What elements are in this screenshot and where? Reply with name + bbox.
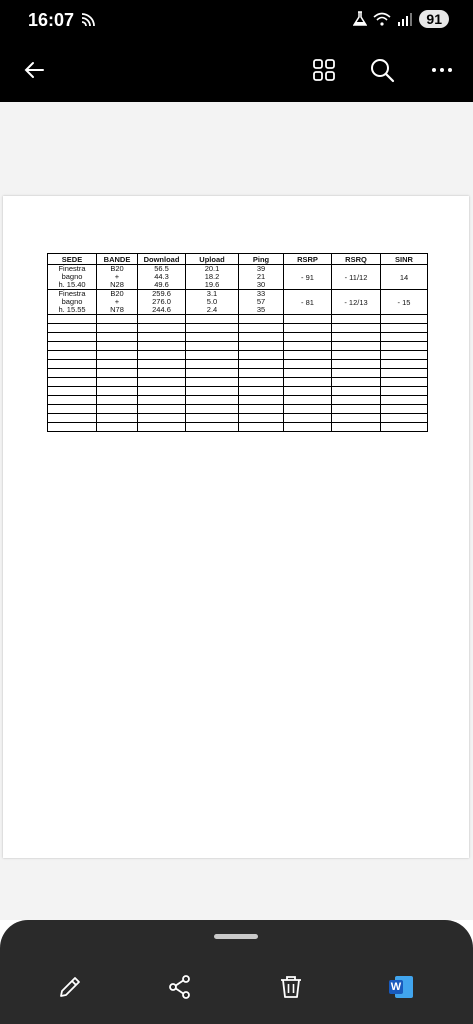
cell-bande: B20: [97, 265, 138, 274]
cell-sede: Finestra: [48, 265, 97, 274]
cast-icon: [80, 12, 96, 28]
empty-row: [48, 405, 428, 414]
cell-sede: bagno: [48, 273, 97, 281]
delete-button[interactable]: [274, 970, 308, 1004]
header-bande: BANDE: [97, 254, 138, 265]
search-icon: [369, 57, 395, 83]
cell-rsrp: - 81: [284, 290, 332, 315]
cell-rsrq: - 11/12: [332, 265, 381, 290]
empty-row: [48, 360, 428, 369]
cell-download: 276.0: [138, 298, 186, 306]
word-icon: W: [389, 976, 413, 998]
cell-bande: +: [97, 298, 138, 306]
cell-sede: Finestra: [48, 290, 97, 299]
grid-icon: [312, 58, 336, 82]
search-button[interactable]: [364, 52, 400, 88]
more-options-button[interactable]: [424, 52, 460, 88]
speedtest-table: [47, 253, 428, 432]
cell-upload: 2.4: [186, 306, 239, 315]
cell-bande: +: [97, 273, 138, 281]
empty-row: [48, 333, 428, 342]
back-arrow-icon: [22, 58, 46, 82]
empty-row: [48, 351, 428, 360]
empty-row: [48, 423, 428, 432]
flask-icon: [353, 11, 367, 27]
drag-handle[interactable]: [214, 934, 258, 939]
cell-sede: bagno: [48, 298, 97, 306]
cell-upload: 18.2: [186, 273, 239, 281]
table-row: [48, 290, 428, 299]
cell-rsrq: - 12/13: [332, 290, 381, 315]
cell-sede: h. 15.40: [48, 281, 97, 290]
pencil-icon: [57, 974, 83, 1000]
open-in-word-button[interactable]: [384, 970, 418, 1004]
header-upload: Upload: [186, 254, 239, 265]
header-sede: SEDE: [48, 254, 97, 265]
edit-button[interactable]: [53, 970, 87, 1004]
empty-row: [48, 315, 428, 324]
cell-download: 244.6: [138, 306, 186, 315]
status-indicators: [353, 10, 449, 28]
empty-row: [48, 378, 428, 387]
cell-download: 56.5: [138, 265, 186, 274]
cell-ping: 30: [239, 281, 284, 290]
cell-ping: 57: [239, 298, 284, 306]
back-button[interactable]: [16, 52, 52, 88]
header-rsrq: RSRQ: [332, 254, 381, 265]
cell-bande: N78: [97, 306, 138, 315]
document-page: [3, 196, 469, 858]
header-sinr: SINR: [381, 254, 428, 265]
cell-upload: 20.1: [186, 265, 239, 274]
cell-bande: N28: [97, 281, 138, 290]
bottom-action-bar: [0, 920, 473, 1024]
status-time: 16:07: [28, 10, 75, 30]
share-icon: [167, 974, 193, 1000]
empty-row: [48, 414, 428, 423]
document-viewer[interactable]: [0, 102, 473, 920]
cell-ping: 33: [239, 290, 284, 299]
empty-row: [48, 387, 428, 396]
grid-view-button[interactable]: [306, 52, 342, 88]
cell-bande: B20: [97, 290, 138, 299]
cell-ping: 21: [239, 273, 284, 281]
cell-upload: 3.1: [186, 290, 239, 299]
cell-upload: 19.6: [186, 281, 239, 290]
cell-download: 44.3: [138, 273, 186, 281]
cell-sinr: 14: [381, 265, 428, 290]
cell-download: 49.6: [138, 281, 186, 290]
empty-row: [48, 342, 428, 351]
cell-download: 259.6: [138, 290, 186, 299]
empty-row: [48, 396, 428, 405]
status-bar: [0, 0, 473, 40]
battery-level: 91: [419, 10, 449, 28]
signal-icon: [397, 12, 413, 26]
cell-rsrp: - 91: [284, 265, 332, 290]
table-header-row: [48, 254, 428, 265]
cell-upload: 5.0: [186, 298, 239, 306]
empty-row: [48, 369, 428, 378]
header-download: Download: [138, 254, 186, 265]
more-icon: [430, 58, 454, 82]
table-row: [48, 265, 428, 274]
header-rsrp: RSRP: [284, 254, 332, 265]
header-ping: Ping: [239, 254, 284, 265]
cell-sede: h. 15.55: [48, 306, 97, 315]
wifi-icon: [373, 12, 391, 26]
cell-ping: 35: [239, 306, 284, 315]
cell-ping: 39: [239, 265, 284, 274]
empty-row: [48, 324, 428, 333]
share-button[interactable]: [163, 970, 197, 1004]
trash-icon: [278, 974, 304, 1000]
cell-sinr: - 15: [381, 290, 428, 315]
app-toolbar: [0, 40, 473, 102]
